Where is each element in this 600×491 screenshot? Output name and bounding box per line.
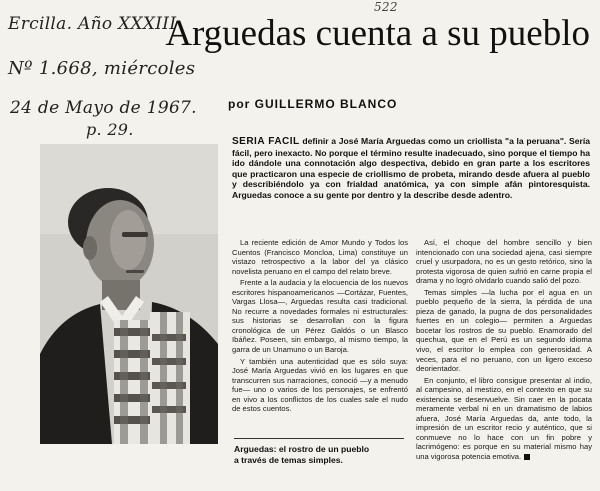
photo-caption: Arguedas: el rostro de un pueblo a través de temas simples. [234,444,370,465]
handwritten-page: p. 29. [86,120,134,139]
article-lead [232,136,590,201]
body-column-2 [416,238,592,464]
final-paragraph-text: En conjunto, el libro consigue presentar al indio, al campesino, al mestizo, en el contexto en que su existencia se desenvuelve. Sin caer en la pocata meramente verbal ni en un dramatismo de labios afuera, José María Arguedas da, ante todo, la impresión de un escritor recio y auténtico, que si conmueve no lo hace con un fin pobre y lacrimógeno: es porque en su material mismo hay una vigorosa potencia emotiva. [416,375,592,462]
author-photo [40,144,218,444]
end-mark [524,454,530,460]
paragraph: La reciente edición de Amor Mundo y Todos los Cuentos (Francisco Moncloa, Lima) constituye un vistazo retrospectivo a la labor del ya clásico novelista peruano en el campo del relato breve. [232,238,408,276]
paragraph: Así, el choque del hombre sencillo y bien intencionado con una sociedad ajena, casi siempre cruel y usurpadora, no es un gesto retórico, sino la protesta vigorosa de quien sufrió en carne propia el drama y no logró olvidarlo cuando salió del pozo. [416,238,592,286]
portrait-illustration [40,144,218,444]
paragraph: Frente a la audacia y la elocuencia de los nuevos escritores hispanoamericanos —Cortázar, Fuentes, Vargas Llosa—, Arguedas resulta casi tradicional. No recurre a novedades formales ni estructurales: sus historias se desarrollan con la figura cronológica de un Pérez Galdós o un Blasco Ibáñez. Poseen, sin embargo, al mismo tiempo, la garra de un Unamuno o un Baroja. [232,278,408,355]
archive-number: 522 [374,0,398,14]
article-title: Arguedas cuenta a su pueblo [165,13,590,54]
lead-cap: SERIA FACIL [232,136,300,147]
lead-text: definir a José María Arguedas como un criollista "a la peruana". Sería fácil, pero inexacto. No porque el término resulte inadecuado, sino porque el tiempo ha ido dándole una connotación algo despectiva, debido en gran parte a los escritores que practicaron una especie de criollismo de probeta, mirando desde afuera al pueblo y describiéndolo ya con frialdad anatómica, ya con simple afán pintoresquista. Arguedas conoce a su gente por dentro y la describe desde adentro. [232,136,590,200]
paragraph [416,376,592,462]
handwritten-issue: Nº 1.668, miércoles [8,58,196,79]
caption-rule [234,438,404,439]
body-column-1 [232,238,408,416]
article-byline: por GUILLERMO BLANCO [228,97,398,111]
paragraph: Y también una autenticidad que es sólo suya: José María Arguedas vivió en los lugares en que transcurren sus narraciones, conoció —y a menudo fue— uno o varios de los personajes, se enfrentó en vivo a los conflictos de los cuales sale el nudo de estos cuentos. [232,356,408,414]
paragraph: Temas simples —la lucha por el agua en un pueblo pequeño de la sierra, la pérdida de una pieza de ganado, la pugna de dos personalidades fuertes en un colegio— permiten a Arguedas bocetar los rostros de su pueblo. Enamorado del quechua, que en el Perú es un segundo idioma vivo, el escritor lo emplea con generosidad. A veces, para el no peruano, con un ligero exceso deorientador. [416,287,592,374]
handwritten-date: 24 de Mayo de 1967. [10,98,197,118]
handwritten-publication: Ercilla. Año XXXIII [8,14,177,34]
